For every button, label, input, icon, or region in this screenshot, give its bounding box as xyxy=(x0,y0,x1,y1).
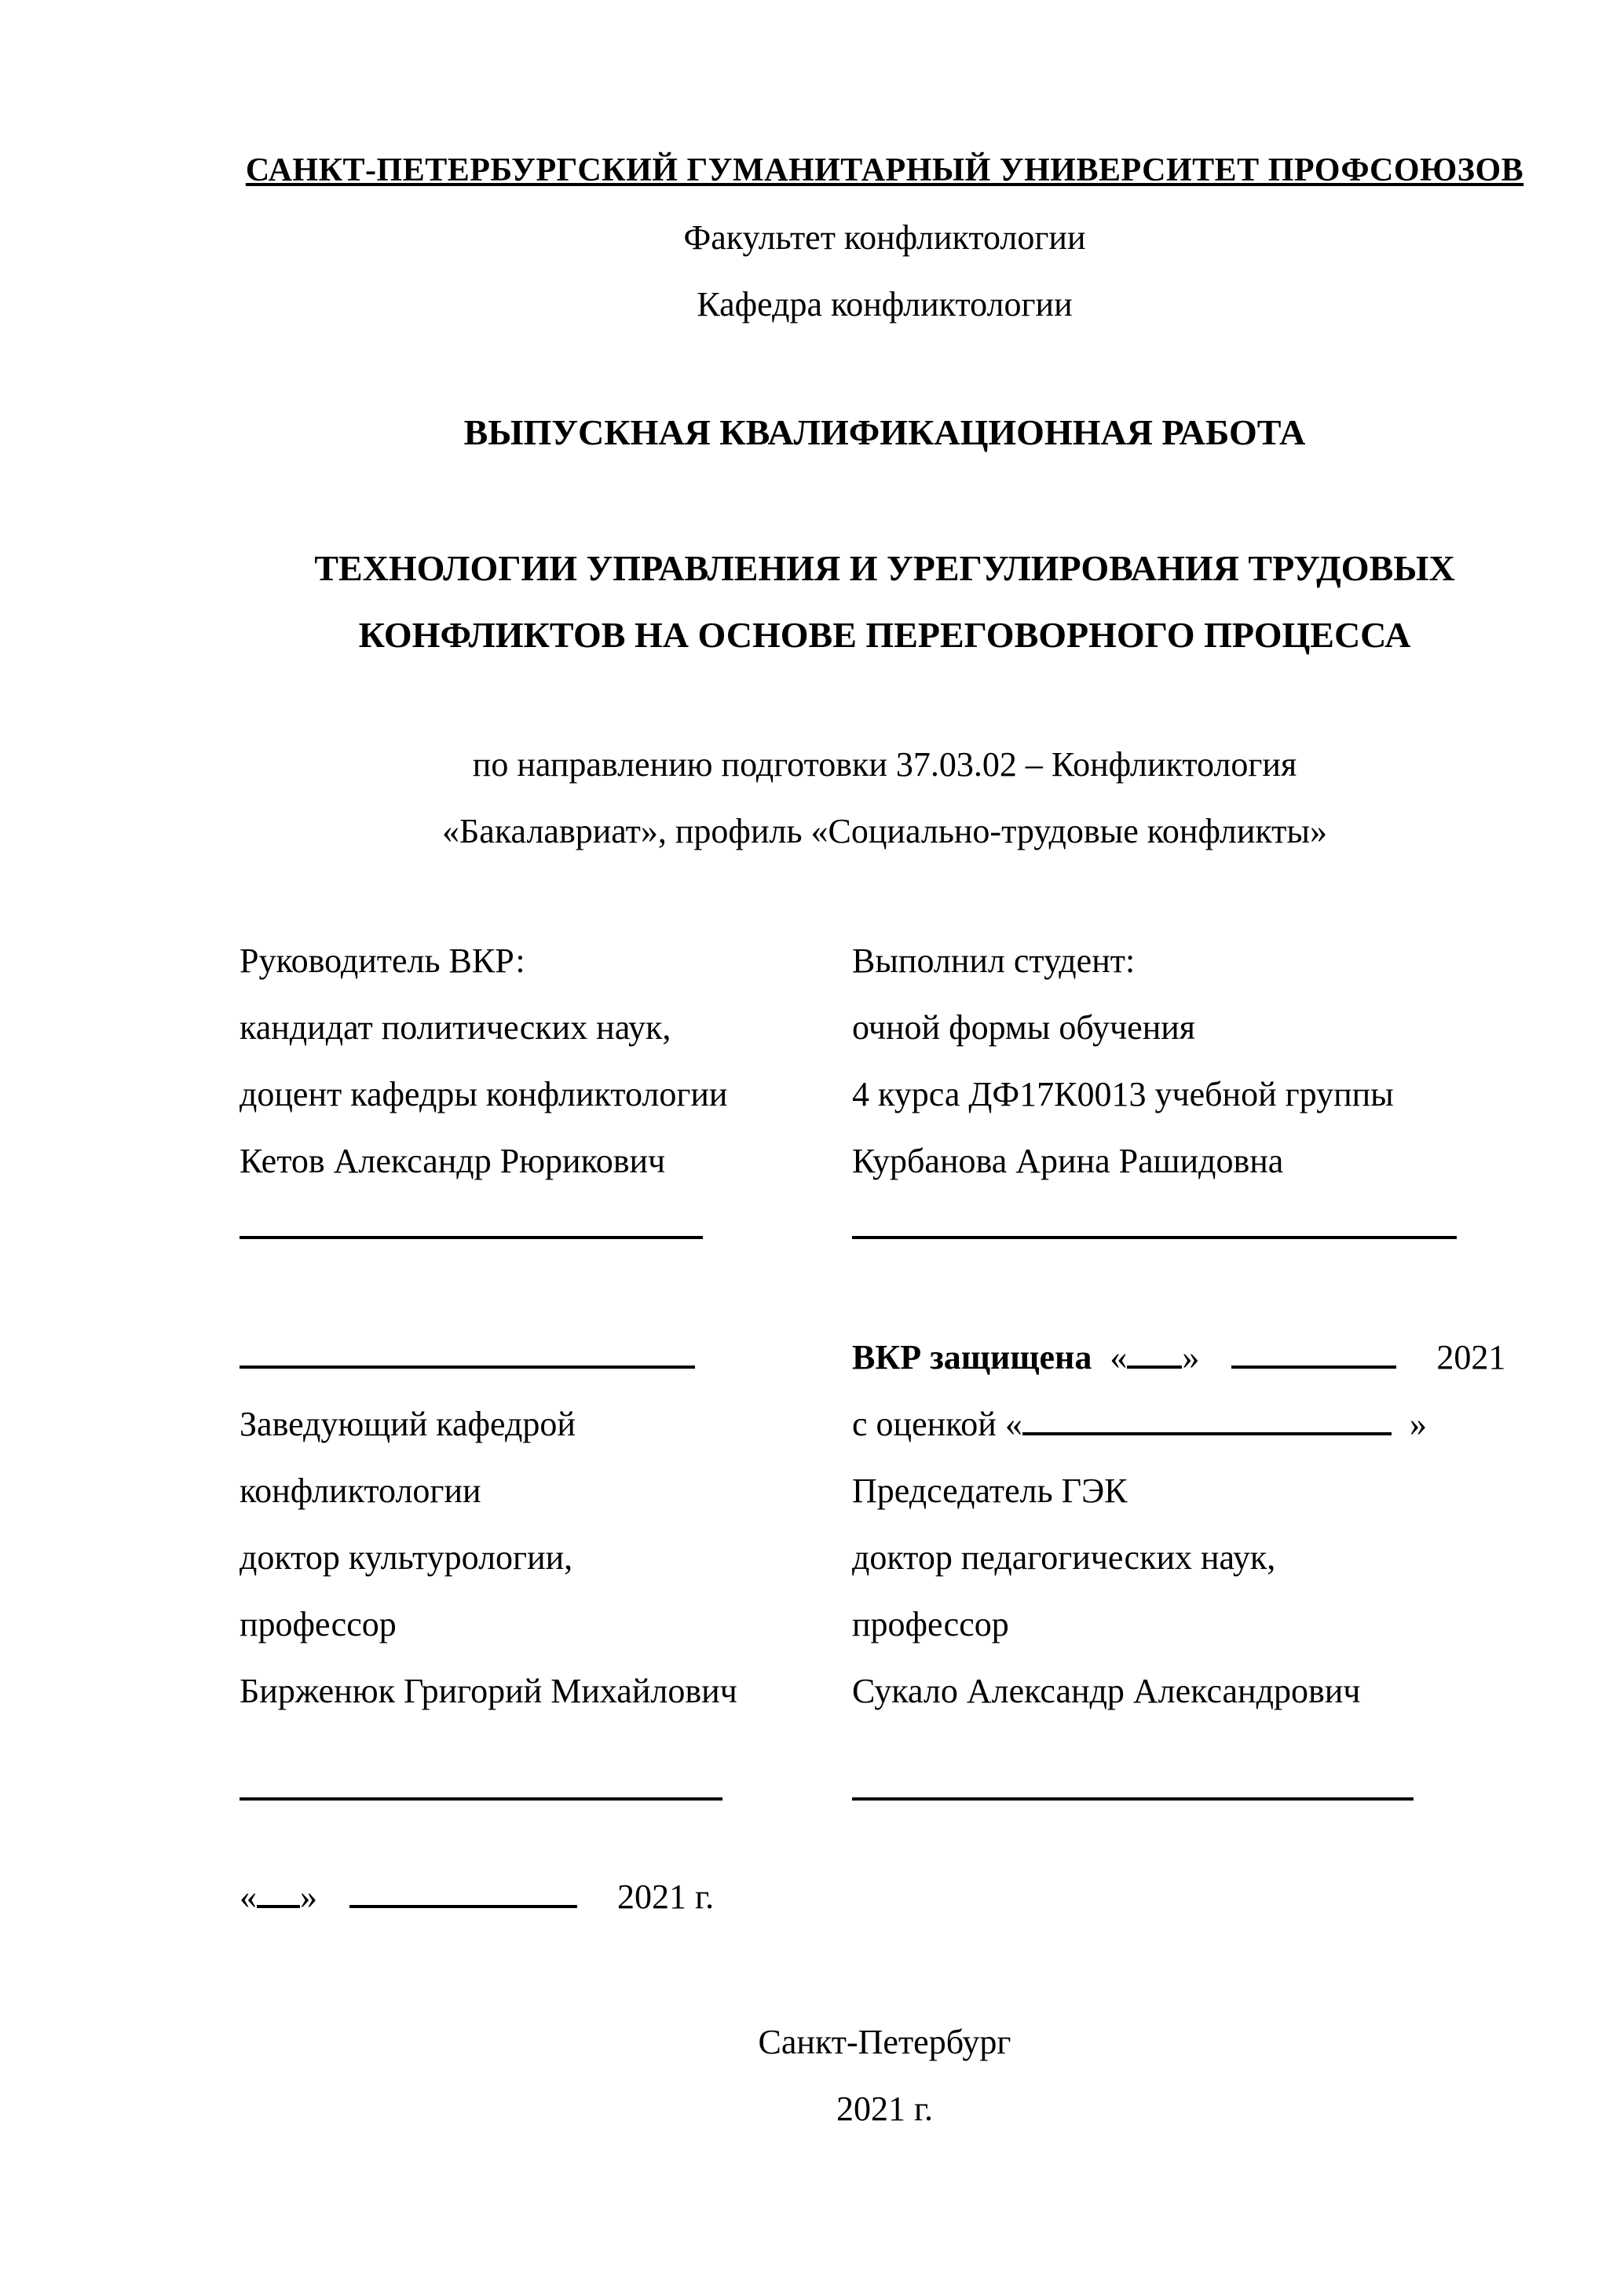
head-defense-row-5 xyxy=(240,1591,1530,1658)
date-line xyxy=(240,1863,852,1930)
university-name: САНКТ-ПЕТЕРБУРГСКИЙ ГУМАНИТАРНЫЙ УНИВЕРСИТЕТ ПРОФСОЮЗОВ xyxy=(245,152,1524,188)
city-name: Санкт-Петербург xyxy=(758,2023,1011,2061)
thesis-title-line2: КОНФЛИКТОВ НА ОСНОВЕ ПЕРЕГОВОРНОГО ПРОЦЕССА xyxy=(358,615,1411,655)
work-type-heading: ВЫПУСКНАЯ КВАЛИФИКАЦИОННАЯ РАБОТА xyxy=(463,412,1306,452)
head-defense-row-2 xyxy=(240,1391,1530,1457)
supervisor-student-row-2 xyxy=(240,994,1530,1061)
head-top-blank-line xyxy=(240,1331,695,1369)
supervisor-label: Руководитель ВКР: xyxy=(240,941,525,980)
program-direction: по направлению подготовки 37.03.02 – Конфликтология xyxy=(472,745,1297,784)
signature-row-1 xyxy=(240,1194,1530,1261)
student-signature-line xyxy=(852,1201,1457,1239)
grade-label: с оценкой « xyxy=(852,1405,1022,1443)
signature-row-2 xyxy=(240,1756,1530,1823)
supervisor-student-row-4 xyxy=(240,1128,1530,1194)
date-year: 2021 г. xyxy=(617,1877,715,1916)
defense-line xyxy=(852,1324,1530,1391)
supervisor-student-row-1 xyxy=(240,927,1530,994)
grade-quote-close: » xyxy=(1409,1405,1427,1443)
student-name: Курбанова Арина Рашидовна xyxy=(852,1142,1284,1180)
head-defense-row-1 xyxy=(240,1324,1530,1391)
defense-month-blank xyxy=(1231,1331,1396,1369)
student-label: Выполнил студент: xyxy=(852,941,1136,980)
defense-label: ВКР защищена xyxy=(852,1338,1092,1377)
head-degree: доктор культурологии, xyxy=(240,1538,573,1577)
chairman-rank: профессор xyxy=(852,1605,1009,1643)
chairman-signature-line xyxy=(852,1763,1414,1801)
supervisor-signature-line xyxy=(240,1201,703,1239)
defense-day-blank xyxy=(1127,1331,1182,1369)
date-quote-open: « xyxy=(240,1877,257,1916)
date-month-blank xyxy=(349,1870,577,1908)
supervisor-student-row-3 xyxy=(240,1061,1530,1128)
defense-quote-close: » xyxy=(1182,1338,1200,1377)
thesis-title-line1: ТЕХНОЛОГИИ УПРАВЛЕНИЯ И УРЕГУЛИРОВАНИЯ ТРУДОВЫХ xyxy=(314,548,1455,588)
defense-quote-open: « xyxy=(1110,1338,1128,1377)
defense-year: 2021 xyxy=(1436,1338,1506,1377)
head-defense-row-4 xyxy=(240,1524,1530,1591)
head-name: Бирженюк Григорий Михайлович xyxy=(240,1672,737,1710)
date-row xyxy=(240,1863,1530,1930)
department-name: Кафедра конфликтологии xyxy=(697,285,1073,324)
chairman-degree: доктор педагогических наук, xyxy=(852,1538,1276,1577)
student-form: очной формы обучения xyxy=(852,1008,1196,1047)
head-title-line2: конфликтологии xyxy=(240,1472,481,1510)
supervisor-degree: кандидат политических наук, xyxy=(240,1008,671,1047)
head-defense-row-3 xyxy=(240,1457,1530,1524)
chairman-title: Председатель ГЭК xyxy=(852,1472,1128,1510)
student-group: 4 курса ДФ17К0013 учебной группы xyxy=(852,1075,1394,1113)
supervisor-name: Кетов Александр Рюрикович xyxy=(240,1142,666,1180)
date-quote-close: » xyxy=(300,1877,317,1916)
grade-blank xyxy=(1022,1398,1392,1435)
program-profile: «Бакалавриат», профиль «Социально-трудовые конфликты» xyxy=(442,812,1327,850)
supervisor-position: доцент кафедры конфликтологии xyxy=(240,1075,728,1113)
head-rank: профессор xyxy=(240,1605,397,1643)
grade-line xyxy=(852,1391,1530,1457)
head-defense-row-6 xyxy=(240,1658,1530,1724)
date-day-blank xyxy=(257,1870,300,1908)
head-signature-line xyxy=(240,1763,722,1801)
head-title-line1: Заведующий кафедрой xyxy=(240,1405,576,1443)
chairman-name: Сукало Александр Александрович xyxy=(852,1672,1361,1710)
faculty-name: Факультет конфликтологии xyxy=(683,218,1086,257)
footer-year: 2021 г. xyxy=(836,2089,934,2128)
